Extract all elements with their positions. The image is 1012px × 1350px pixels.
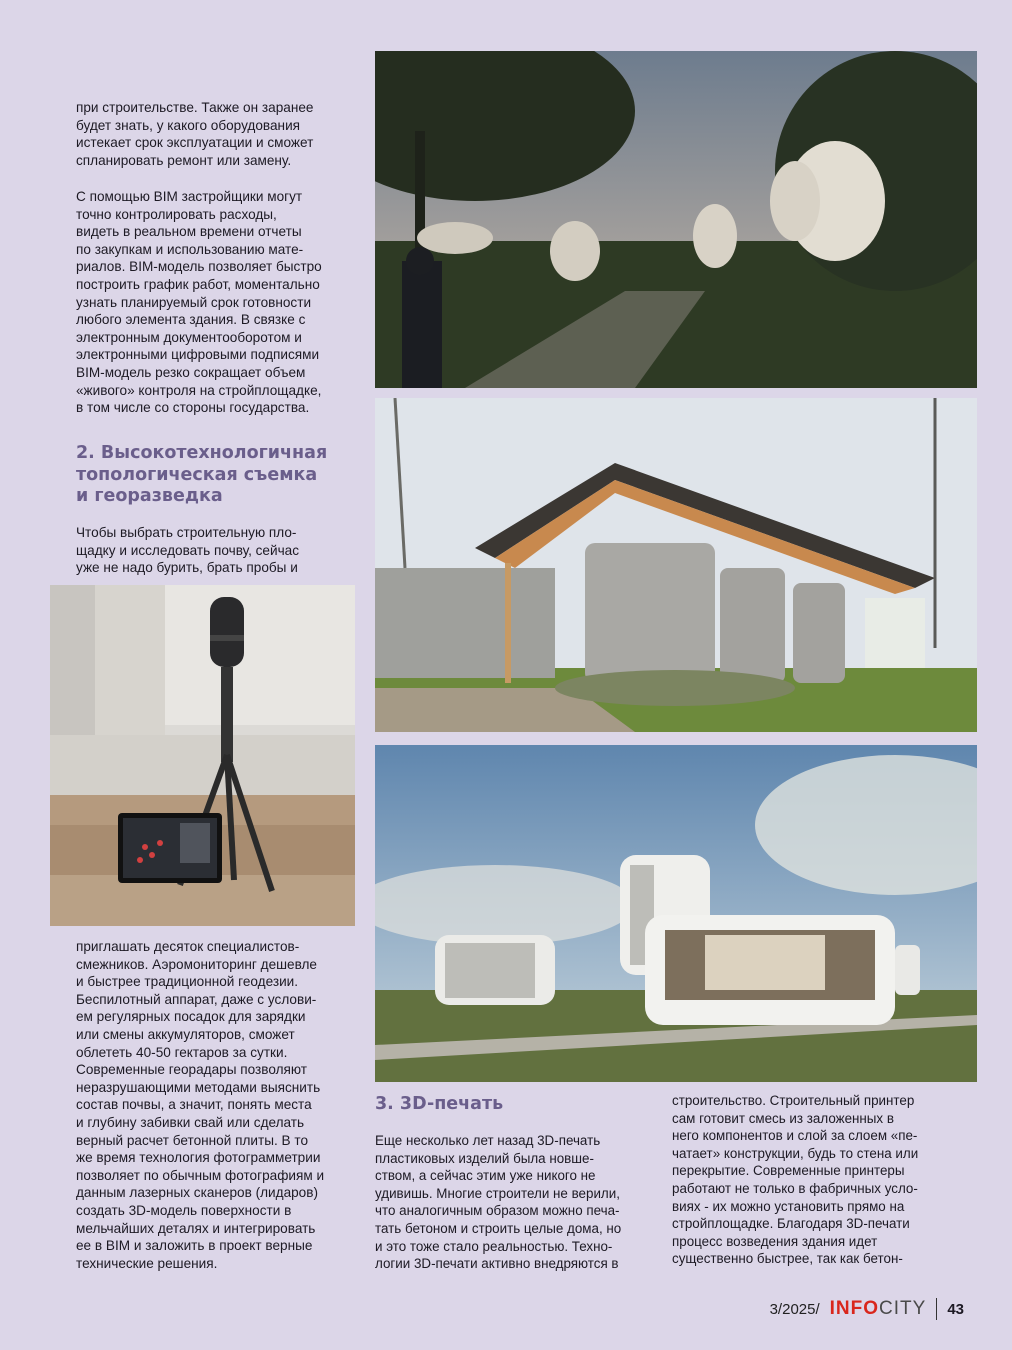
- footer-divider: [936, 1298, 937, 1320]
- body-paragraph: Еще несколько лет назад 3D-печать пластиковых изделий была новше- ством, а сейчас этим уже никого не удивишь. Многие строители не верили, что аналогичным образом можно печа- тать бетоном и строить целые дома, но и это тоже стало реальностью. Техно- логии 3D-печати активно внедряются в: [375, 1133, 622, 1272]
- section-heading: 2. Высокотехнологичная топологическая съемка и георазведка: [76, 443, 328, 506]
- modular-office-photo: [375, 745, 977, 1082]
- magazine-logo: [830, 1298, 927, 1320]
- page-footer: [770, 1298, 964, 1320]
- body-paragraph: строительство. Строительный принтер сам готовит смесь из заложенных в него компонентов и слой за слоем «пе- чатает» конструкции, будь то стена или перекрытие. Современные принтеры работают не только в фабричных усло- виях - их можно установить прямо на стройплощадке. Благодаря 3D-печати процесс возведения здания идет существенно быстрее, так как бетон-: [672, 1093, 919, 1267]
- laser-scanner-photo: [50, 585, 355, 926]
- body-paragraph: приглашать десяток специалистов- смежников. Аэромониторинг дешевле и быстрее традиционной геодезии. Беспилотный аппарат, даже с услови- ем регулярных посадок для зарядки или смены аккумуляторов, сможет облететь 40-50 гектаров за сутки. Современные георадары позволяют неразрушающими методами выяснить состав почвы, а значит, понять места и глубину забивки свай или сделать верный расчет бетонной плиты. В то же время технология фотограмметрии позволяет по обычным фотографиям и данным лазерных сканеров (лидаров) создать 3D-модель поверхности в мельчайших деталях и интегрировать ее в BIM и заложить в проект верные технические решения.: [76, 939, 325, 1271]
- round-houses-photo: [375, 51, 977, 388]
- issue-number: 3/2025/: [769, 1300, 820, 1318]
- logo-info: INFO: [829, 1298, 880, 1319]
- printed-house-photo: [375, 398, 977, 732]
- logo-city: CITY: [879, 1298, 927, 1319]
- body-paragraph: при строительстве. Также он заранее будет знать, у какого оборудования истекает срок эксплуатации и сможет спланировать ремонт или замену.: [76, 100, 314, 168]
- body-paragraph: Чтобы выбрать строительную пло- щадку и исследовать почву, сейчас уже не надо бурить, брать пробы и: [76, 525, 300, 576]
- body-paragraph: С помощью BIM застройщики могут точно контролировать расходы, видеть в реальном времени отчеты по закупкам и использованию мате- риалов. BIM-модель позволяет быстро построить график работ, моментально узнать планируемый срок готовности любого элемента здания. В связке с электронным документооборотом и электронными цифровыми подписями BIM-модель резко сокращает объем «живого» контроля на стройплощадке, в том числе со стороны государства.: [76, 189, 322, 416]
- page-number: 43: [947, 1300, 964, 1318]
- section-heading: 3. 3D-печать: [375, 1094, 504, 1114]
